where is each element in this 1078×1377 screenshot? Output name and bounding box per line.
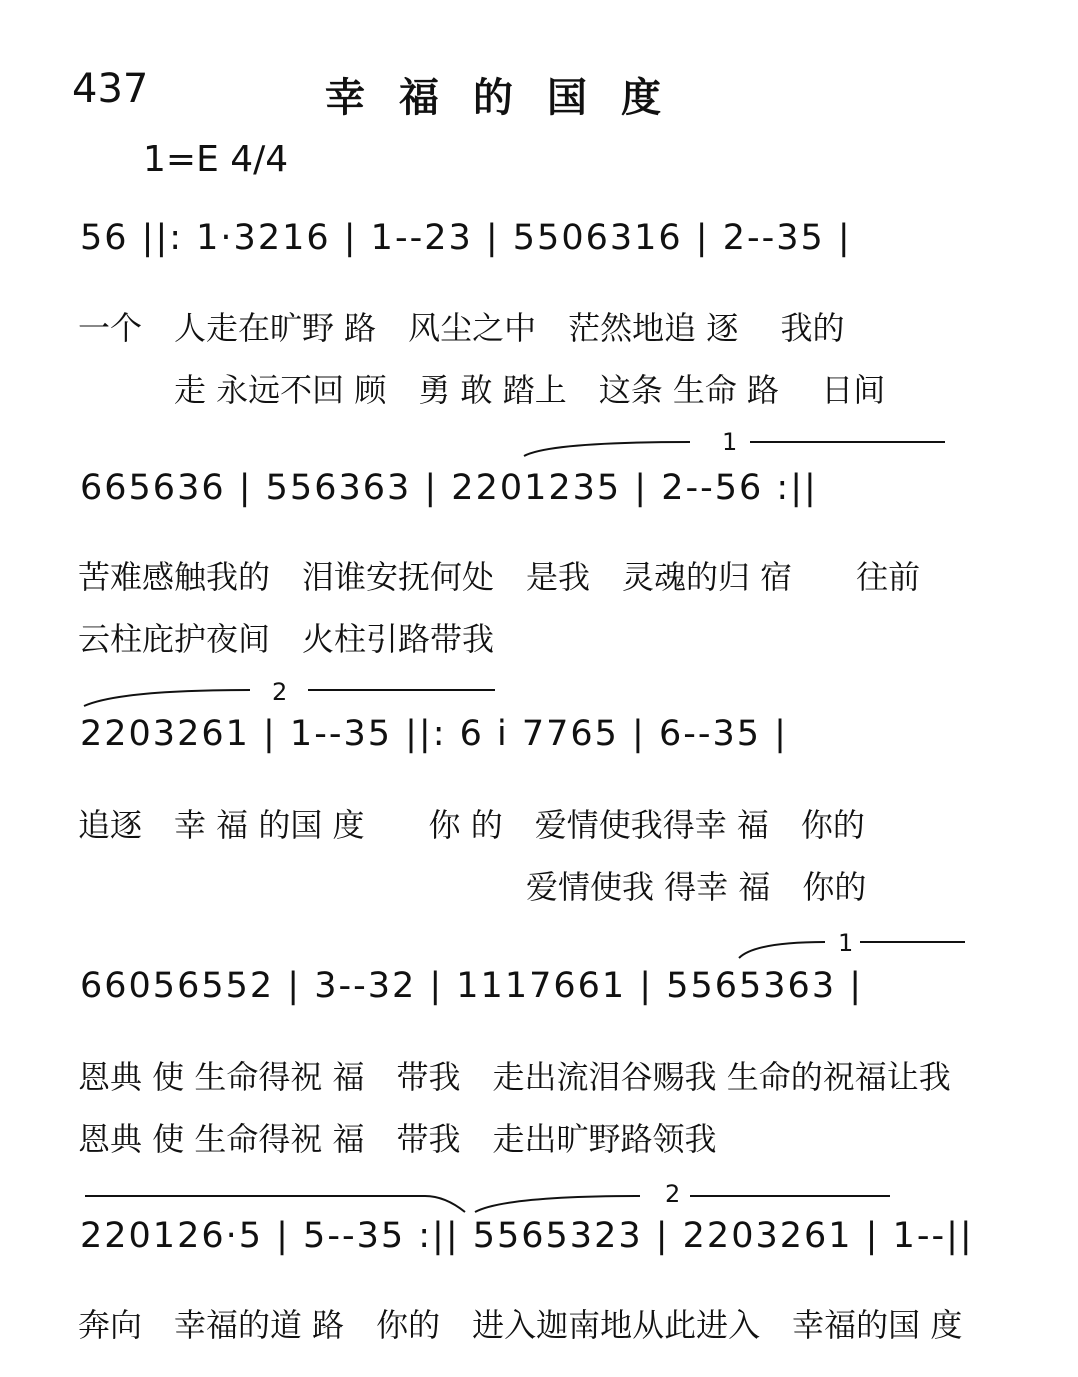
song-title: 幸福的国度 (325, 75, 695, 121)
notation-row-1: 56 ||: 1·3216 | 1--23 | 5506316 | 2--35 | (80, 218, 852, 258)
volta-number-row-5: 2 (665, 1180, 681, 1208)
lyric-line-1-2: 走 永远不回 顾 勇 敢 踏上 这条 生命 路 日间 (78, 371, 886, 409)
song-number: 437 (72, 66, 149, 112)
lyric-line-3-1: 追逐 幸 福 的国 度 你 的 爱情使我得幸 福 你的 (78, 806, 865, 844)
key-signature: 1=E 4/4 (143, 139, 289, 180)
volta-number-row-4: 1 (838, 929, 854, 957)
lyric-line-2-1: 苦难感触我的 泪谁安抚何处 是我 灵魂的归 宿 往前 (78, 558, 921, 596)
lyric-line-3-2: 爱情使我 得幸 福 你的 (78, 868, 867, 906)
notation-row-2: 665636 | 556363 | 2201235 | 2--56 :|| (80, 468, 818, 508)
lyric-line-5-1: 奔向 幸福的道 路 你的 进入迦南地从此进入 幸福的国 度 (78, 1306, 963, 1344)
volta-bracket-row-5 (85, 1182, 895, 1214)
notation-row-3: 2203261 | 1--35 ||: 6 i 7765 | 6--35 | (80, 714, 788, 754)
volta-number-row-3: 2 (272, 678, 288, 706)
volta-number-row-2: 1 (722, 428, 738, 456)
lyric-line-2-2: 云柱庇护夜间 火柱引路带我 (78, 620, 495, 658)
volta-bracket-row-3 (80, 680, 500, 708)
lyric-line-1-1: 一个 人走在旷野 路 风尘之中 茫然地追 逐 我的 (78, 309, 845, 347)
lyric-line-4-2: 恩典 使 生命得祝 福 带我 走出旷野路领我 (78, 1120, 717, 1158)
notation-row-4: 66056552 | 3--32 | 1117661 | 5565363 | (80, 966, 864, 1006)
lyric-line-4-1: 恩典 使 生命得祝 福 带我 走出流泪谷赐我 生命的祝福让我 (78, 1058, 951, 1096)
notation-row-5: 220126·5 | 5--35 :|| 5565323 | 2203261 | 1--|| (80, 1216, 974, 1256)
